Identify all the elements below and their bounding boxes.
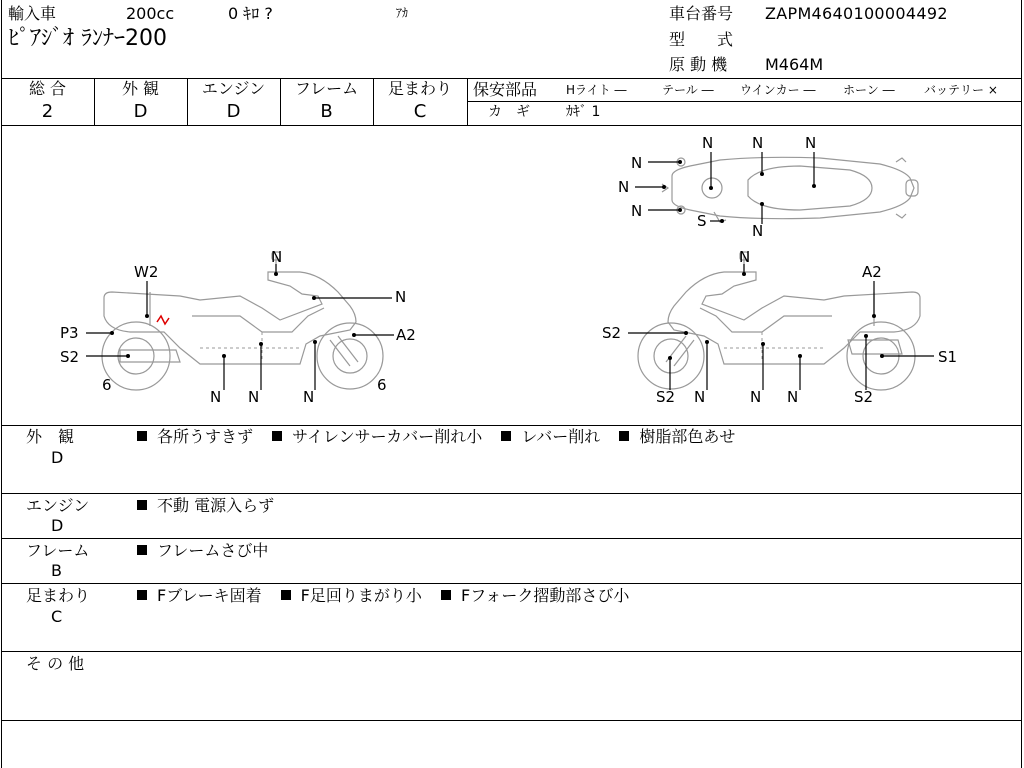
grade-total-label: 総 合 xyxy=(28,79,67,98)
grade-total-value: 2 xyxy=(41,101,54,122)
note-item: Fブレーキ固着 xyxy=(157,586,262,605)
mark-s2-rear-right: S2 xyxy=(854,388,874,406)
grade-frame-value: B xyxy=(320,101,333,122)
mark-6-rear: 6 xyxy=(102,376,112,394)
mark-s-top: S xyxy=(697,212,707,230)
grade-exterior-value: D xyxy=(133,101,148,122)
note-engine-label: エンジン xyxy=(26,496,90,515)
note-suspension-grade: C xyxy=(51,607,63,626)
safety-label: 保安部品 xyxy=(473,80,538,99)
note-frame-grade: B xyxy=(51,561,62,580)
note-item: 樹脂部色あせ xyxy=(639,427,736,446)
mark-a2-left: A2 xyxy=(396,326,416,344)
mark-s2-front-right: S2 xyxy=(602,324,622,342)
mark-n-floor-1: N xyxy=(210,388,222,406)
note-frame-label: フレーム xyxy=(26,541,90,560)
type-label: 型 式 xyxy=(669,30,734,49)
safety-item-horn: ホーン ― xyxy=(843,83,895,97)
mark-n-right-2: N xyxy=(750,388,762,406)
note-item: Fフォーク摺動部さび小 xyxy=(460,586,630,605)
mark-n-top-bottom: N xyxy=(752,222,764,240)
safety-item-winker: ウインカー ― xyxy=(740,83,816,97)
grade-suspension-value: C xyxy=(413,101,427,122)
key-label: カ ギ xyxy=(488,104,530,120)
mark-n-right-1: N xyxy=(694,388,706,406)
note-item: 各所うすきず xyxy=(157,427,254,446)
notes-divider xyxy=(1,538,1022,539)
notes-divider xyxy=(1,583,1022,584)
grade-exterior-label: 外 観 xyxy=(121,79,160,98)
grade-frame-label: フレーム xyxy=(294,79,359,98)
mark-n-front-cowl: N xyxy=(395,288,407,306)
note-suspension-label: 足まわり xyxy=(26,586,91,605)
grade-engine-label: エンジン xyxy=(201,79,266,98)
notes-top-line xyxy=(1,425,1022,426)
safety-item-headlight: Hライト ― xyxy=(566,83,627,97)
grade-engine-value: D xyxy=(226,101,241,122)
note-item: レバー削れ xyxy=(521,427,601,446)
mark-n-top-seat: N xyxy=(805,134,817,152)
mark-n-floor-3: N xyxy=(303,388,315,406)
note-engine-grade: D xyxy=(51,516,64,535)
safety-item-taillight: テール ― xyxy=(662,83,714,97)
safety-item-battery: バッテリー × xyxy=(924,83,998,97)
mark-p3: P3 xyxy=(60,324,79,342)
engine-value: M464M xyxy=(765,55,824,74)
note-exterior-grade: D xyxy=(51,448,64,467)
frame-no-label: 車台番号 xyxy=(669,4,734,23)
body-color: ｱｶ xyxy=(396,6,409,20)
note-exterior-label: 外 観 xyxy=(26,427,75,446)
note-exterior-items xyxy=(137,429,749,445)
import-label: 輸入車 xyxy=(8,4,57,23)
note-item: フレームさび中 xyxy=(157,541,269,560)
mark-n-floor-2: N xyxy=(248,388,260,406)
mark-s2-left: S2 xyxy=(60,348,80,366)
notes-divider xyxy=(1,493,1022,494)
mark-n-mirror-right: N xyxy=(739,248,751,266)
mark-n-top-mirror-l: N xyxy=(631,154,643,172)
mark-n-right-3: N xyxy=(787,388,799,406)
damage-diagram xyxy=(0,126,1024,426)
notes-bottom-line xyxy=(1,720,1022,721)
mileage: 0 ｷﾛ ? xyxy=(228,4,273,23)
mark-n-top-handle: N xyxy=(702,134,714,152)
mark-n-top-floor: N xyxy=(752,134,764,152)
note-frame-items xyxy=(137,543,282,559)
frame-no: ZAPM4640100004492 xyxy=(765,4,948,23)
mark-a2-right: A2 xyxy=(862,263,882,281)
mark-s2-wheel-right: S2 xyxy=(656,388,676,406)
note-item: 不動 電源入らず xyxy=(157,496,275,515)
grade-suspension-label: 足まわり xyxy=(387,79,452,98)
key-value: ｶｷﾞ 1 xyxy=(566,104,601,120)
note-engine-items xyxy=(137,498,288,514)
model-name: ﾋﾟｱｼﾞｵ ﾗﾝﾅｰ200 xyxy=(8,26,167,51)
mark-w2: W2 xyxy=(134,263,159,281)
note-item: F足回りまがり小 xyxy=(300,586,422,605)
mark-n-mirror: N xyxy=(271,248,283,266)
mark-n-top-front: N xyxy=(618,178,630,196)
note-item: サイレンサーカバー削れ小 xyxy=(292,427,483,446)
notes-divider xyxy=(1,651,1022,652)
engine-label: 原 動 機 xyxy=(669,55,728,74)
mark-n-top-mirror-r: N xyxy=(631,202,643,220)
mark-s1: S1 xyxy=(938,348,958,366)
note-other-label: そ の 他 xyxy=(26,654,85,673)
mark-6-front: 6 xyxy=(377,376,387,394)
safety-mid-line xyxy=(467,101,1022,102)
note-suspension-items xyxy=(137,588,643,604)
displacement: 200cc xyxy=(126,4,175,23)
grade-divider xyxy=(467,78,468,125)
